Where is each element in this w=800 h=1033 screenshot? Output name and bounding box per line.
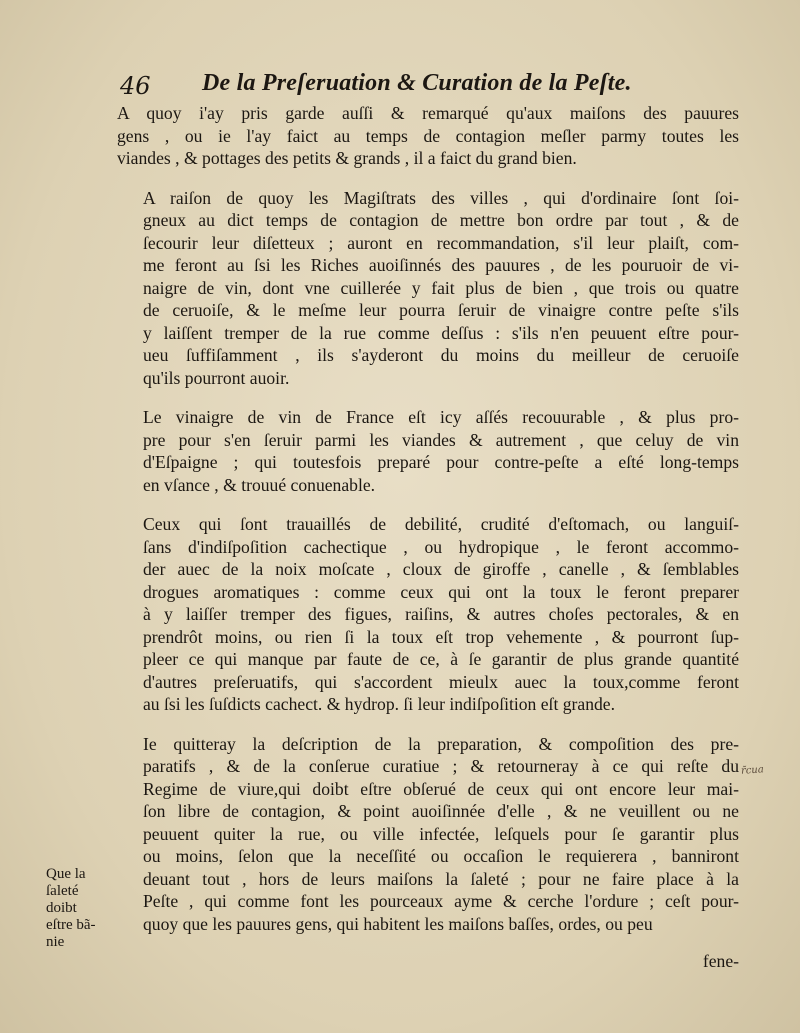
text-line: d'autres preſeruatifs, qui s'accordent mieulx auec la toux,comme feront	[143, 671, 739, 692]
text-line: viandes , & pottages des petits & grands , il a faict du grand bien.	[117, 148, 577, 168]
text-line: Ie quitteray la deſcription de la preparation, & compoſition des pre-	[143, 733, 739, 754]
text-line: ſon libre de contagion, & point auoiſinnée d'elle , & ne veuillent ou ne	[143, 801, 739, 821]
text-line: à y laiſſer tremper des figues, raiſins, & autres choſes pectorales, & en	[143, 604, 739, 624]
catchword: fene-	[702, 951, 739, 971]
text-line: Peſte , qui comme font les pourceaux ayme & cerche l'ordure ; ceſt pour-	[143, 891, 739, 911]
paragraph	[117, 187, 739, 390]
paragraph	[117, 733, 739, 936]
text-line: pleer ce qui manque par faute de ce, à ſe garantir de plus grande quantité	[143, 649, 739, 669]
text-line: quoy que les pauures gens, qui habitent les maiſons baſſes, ordes, ou peu	[143, 913, 653, 934]
text-line: d'Eſpaigne ; qui toutesfois preparé pour contre-peſte a eſté long-temps	[143, 452, 739, 472]
text-line: y laiſſent tremper de la rue comme deſſus : s'ils n'en peuuent eſtre pour-	[143, 322, 739, 343]
margin-note-line: eſtre bã-	[46, 917, 96, 933]
margin-note-line: nie	[46, 934, 65, 950]
text-line: deuant tout , hors de leurs maiſons la ſaleté ; pour ne faire place à la	[143, 868, 739, 889]
margin-note-line: Que la	[46, 866, 86, 882]
page-header	[120, 68, 680, 102]
text-line: me feront au ſsi les Riches auoiſinnés des pauures , de les pouruoir de vi-	[143, 255, 739, 275]
text-line: de ceruoiſe, & le meſme leur pourra ſeruir de vinaigre contre peſte s'ils	[143, 300, 739, 320]
paragraph	[117, 406, 739, 496]
body-text	[117, 102, 739, 973]
text-line: A quoy i'ay pris garde auſſi & remarqué qu'aux maiſons des pauures	[117, 103, 739, 123]
text-line: gens , ou ie l'ay faict au temps de contagion meſler parmy toutes les	[117, 125, 739, 146]
text-line: der auec de la noix moſcate , cloux de giroffe , canelle , & ſemblables	[143, 559, 739, 579]
paragraph	[117, 513, 739, 716]
text-line: Ceux qui ſont trauaillés de debilité, crudité d'eſtomach, ou languiſ-	[143, 514, 739, 534]
text-line: ou moins, ſelon que la neceſſité ou occaſion le requierera , banniront	[143, 846, 739, 866]
text-line: drogues aromatiques : comme ceux qui ont la toux le feront preparer	[143, 581, 739, 602]
margin-note-line: doibt	[46, 900, 77, 916]
text-line: pre pour s'en ſeruir parmi les viandes & autrement , que celuy de vin	[143, 429, 739, 450]
margin-note	[46, 866, 116, 951]
text-line: gneux au dict temps de contagion de mettre bon ordre par tout , & de	[143, 210, 739, 230]
margin-note-line: ſaleté	[46, 883, 79, 899]
text-line: Regime de viure,qui doibt eſtre obſerué de ceux qui ont encore leur mai-	[143, 778, 739, 799]
running-title: De la Preſeruation & Curation de la Peſte.	[202, 70, 632, 96]
text-line: qu'ils pourront auoir.	[143, 367, 290, 388]
text-line: Le vinaigre de vin de France eſt icy aſſés recouurable , & plus pro-	[143, 407, 739, 427]
handwritten-annotation: r̃cua	[740, 764, 765, 777]
text-line: A raiſon de quoy les Magiſtrats des villes , qui d'ordinaire ſont ſoi-	[143, 187, 739, 208]
paragraph	[117, 102, 739, 170]
text-line: ſans d'indiſpoſition cachectique , ou hydropique , le feront accommo-	[143, 536, 739, 557]
text-line: paratifs , & de la conſerue curatiue ; & retourneray à ce qui reſte du	[143, 756, 739, 776]
text-line: au ſsi les ſuſdicts cachect. & hydrop. ſi leur indiſpoſition eſt grande.	[143, 694, 615, 714]
text-line: naigre de vin, dont vne cuillerée y fait plus de bien , que trois ou quatre	[143, 277, 739, 298]
text-line: prendrôt moins, ou rien ſi la toux eſt trop vehemente , & pourront ſup-	[143, 626, 739, 647]
text-line: ſecourir leur diſetteux ; auront en recommandation, s'il leur plaiſt, com-	[143, 232, 739, 253]
text-line: en vſance , & trouué conuenable.	[143, 474, 376, 495]
text-line: peuuent quiter la rue, ou ville infectée, leſquels pour ſe garantir plus	[143, 823, 739, 844]
page-number: 46	[120, 72, 151, 100]
text-line: ueu ſuffiſamment , ils s'ayderont du moins du meilleur de ceruoiſe	[143, 345, 739, 365]
